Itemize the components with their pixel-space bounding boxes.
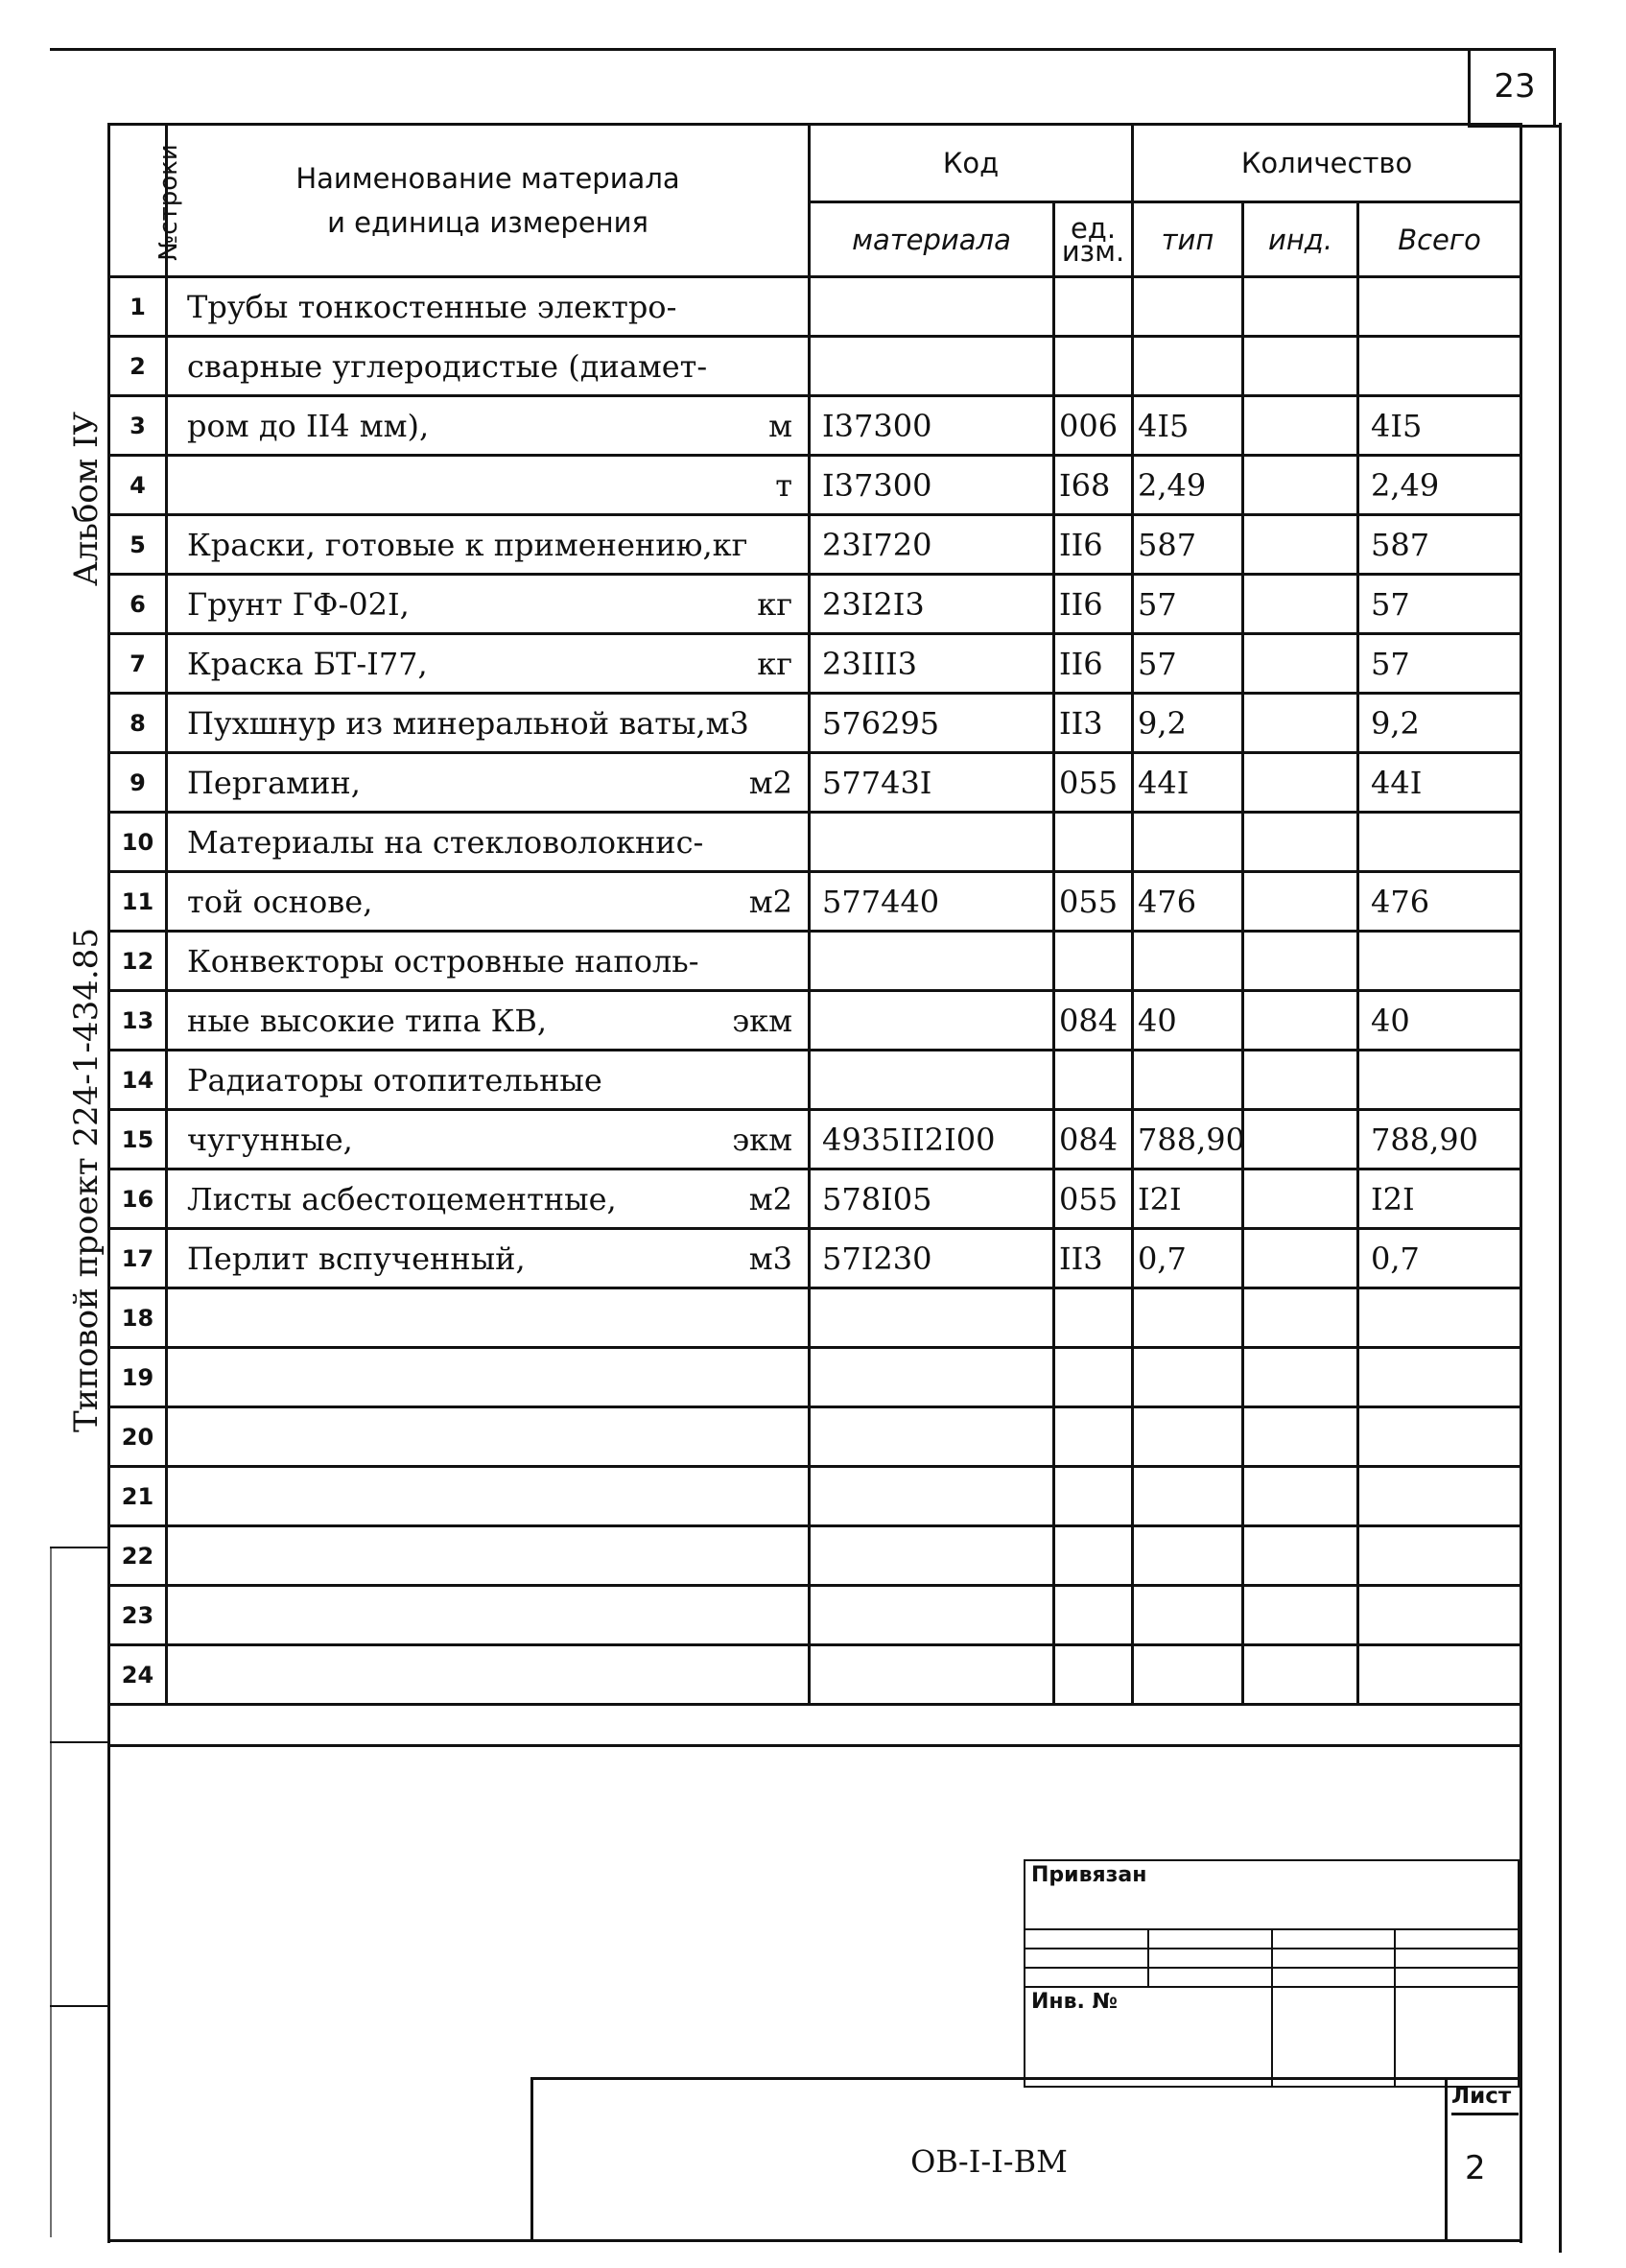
row-number: 15 [109,1110,167,1169]
quantity-type: 57 [1133,575,1243,634]
unit-code: II6 [1054,515,1133,575]
material-name [167,456,810,515]
quantity-total: 57 [1358,575,1521,634]
unit-code: 084 [1054,991,1133,1051]
material-name [167,813,810,872]
row-number: 17 [109,1229,167,1288]
quantity-total: I2I [1358,1169,1521,1229]
quantity-total [1358,1645,1521,1705]
material-name [167,1645,810,1705]
material-code: 23I720 [810,515,1054,575]
quantity-ind [1243,813,1358,872]
table-row [109,1110,1521,1169]
material-name-text: Пергамин, [187,764,361,801]
header-quantity: Количество [1133,125,1521,202]
quantity-ind [1243,277,1358,337]
header-material: материала [810,202,1054,277]
quantity-ind [1243,1348,1358,1407]
header-ind: инд. [1243,202,1358,277]
material-code: I37300 [810,396,1054,456]
row-number: 1 [109,277,167,337]
unit-code: II6 [1054,634,1133,694]
album-label: Альбом IУ [67,411,106,587]
header-unit: ед. изм. [1054,202,1133,277]
quantity-type [1133,813,1243,872]
quantity-type: 2,49 [1133,456,1243,515]
material-unit: кг [757,645,792,682]
quantity-total [1358,813,1521,872]
table-row [109,1645,1521,1705]
quantity-total [1358,932,1521,991]
quantity-total: 476 [1358,872,1521,932]
material-name [167,1288,810,1348]
table-row [109,1348,1521,1407]
quantity-ind [1243,1467,1358,1526]
document-code: ОВ-I-I-ВМ [910,2142,1068,2180]
table-row [109,991,1521,1051]
quantity-type [1133,932,1243,991]
table-row [109,634,1521,694]
material-name-text: чугунные, [187,1121,353,1158]
quantity-ind [1243,932,1358,991]
quantity-total [1358,1288,1521,1348]
material-unit: т [775,466,792,504]
quantity-ind [1243,991,1358,1051]
quantity-total [1358,1407,1521,1467]
quantity-total [1358,337,1521,396]
quantity-type [1133,1526,1243,1586]
material-name [167,1467,810,1526]
binding-margin-vertical [50,1547,52,2237]
row-number: 6 [109,575,167,634]
binding-margin-line-3 [50,2005,107,2007]
unit-code [1054,1348,1133,1407]
quantity-ind [1243,337,1358,396]
material-unit: м2 [748,1180,792,1217]
material-name-text: Листы асбестоцементные, [187,1180,617,1217]
material-name-text: Краска БТ-I77, [187,645,428,682]
sheet-label: Лист [1451,2084,1519,2115]
material-code: 23I2I3 [810,575,1054,634]
material-code: 576295 [810,694,1054,753]
material-name [167,1169,810,1229]
header-total: Всего [1358,202,1521,277]
material-unit: м2 [748,883,792,920]
material-name-text: ные высокие типа КВ, [187,1002,548,1039]
unit-code [1054,1645,1133,1705]
quantity-total [1358,1467,1521,1526]
table-row [109,1467,1521,1526]
table-row [109,1288,1521,1348]
unit-code [1054,1586,1133,1645]
unit-code: 006 [1054,396,1133,456]
material-name [167,1229,810,1288]
frame-top [50,48,1556,51]
material-code [810,1467,1054,1526]
quantity-type: 0,7 [1133,1229,1243,1288]
material-name [167,515,810,575]
material-name [167,694,810,753]
binding-margin-line-1 [50,1547,107,1548]
row-number: 13 [109,991,167,1051]
row-number: 12 [109,932,167,991]
material-code: 577440 [810,872,1054,932]
quantity-ind [1243,396,1358,456]
table-row [109,337,1521,396]
frame-right [1559,123,1562,2253]
sheet-value: 2 [1465,2149,1486,2187]
row-number: 11 [109,872,167,932]
material-name [167,1526,810,1586]
material-unit: м [768,407,792,444]
unit-code: II6 [1054,575,1133,634]
material-code [810,1348,1054,1407]
quantity-type [1133,1645,1243,1705]
quantity-ind [1243,1288,1358,1348]
row-number: 9 [109,753,167,813]
sheet-cell [1445,2080,1522,2242]
table-row [109,1169,1521,1229]
quantity-ind [1243,694,1358,753]
quantity-ind [1243,1110,1358,1169]
quantity-total [1358,1348,1521,1407]
material-name-text: сварные углеродистые (диамет- [187,347,708,385]
table-row [109,872,1521,932]
quantity-type [1133,337,1243,396]
material-name [167,991,810,1051]
material-name [167,337,810,396]
row-number: 24 [109,1645,167,1705]
unit-code: 055 [1054,753,1133,813]
material-name-text: Перлит вспученный, [187,1240,526,1277]
quantity-total [1358,1051,1521,1110]
material-name-text: ром до II4 мм), [187,407,430,444]
quantity-ind [1243,1645,1358,1705]
material-name [167,1586,810,1645]
table-row [109,515,1521,575]
stamp-inv-label: Инв. № [1025,1987,1272,2087]
quantity-type [1133,1348,1243,1407]
material-name-text: Грунт ГФ-02I, [187,585,410,623]
quantity-total: 57 [1358,634,1521,694]
material-unit: экм [732,1121,792,1158]
row-number: 4 [109,456,167,515]
quantity-type [1133,1407,1243,1467]
quantity-type [1133,277,1243,337]
table-row [109,1051,1521,1110]
table-row [109,932,1521,991]
row-number: 10 [109,813,167,872]
linked-stamp [1024,1859,1520,2088]
unit-code [1054,1288,1133,1348]
unit-code [1054,1051,1133,1110]
quantity-type: 788,90 [1133,1110,1243,1169]
unit-code: II3 [1054,694,1133,753]
table-row [109,753,1521,813]
table-row [109,277,1521,337]
row-number: 5 [109,515,167,575]
quantity-type [1133,1051,1243,1110]
quantity-total: 44I [1358,753,1521,813]
quantity-ind [1243,753,1358,813]
material-code [810,1526,1054,1586]
material-name [167,634,810,694]
quantity-ind [1243,456,1358,515]
row-number: 23 [109,1586,167,1645]
material-unit: экм [732,1002,792,1039]
header-type: тип [1133,202,1243,277]
unit-code [1054,337,1133,396]
material-unit: кг [757,585,792,623]
material-code [810,1288,1054,1348]
quantity-type [1133,1467,1243,1526]
binding-margin-line-2 [50,1741,107,1743]
table-row [109,1229,1521,1288]
quantity-type: I2I [1133,1169,1243,1229]
unit-code: 055 [1054,872,1133,932]
quantity-type: 476 [1133,872,1243,932]
quantity-ind [1243,1526,1358,1586]
quantity-ind [1243,1229,1358,1288]
sheet-number: 23 [1468,48,1559,128]
material-name-text: Конвекторы островные наполь- [187,942,699,980]
material-code: 4935II2I00 [810,1110,1054,1169]
material-code: 578I05 [810,1169,1054,1229]
table-row [109,1526,1521,1586]
material-code [810,277,1054,337]
quantity-type: 4I5 [1133,396,1243,456]
quantity-ind [1243,872,1358,932]
unit-code [1054,277,1133,337]
unit-code: I68 [1054,456,1133,515]
materials-table [107,123,1522,1706]
unit-code: II3 [1054,1229,1133,1288]
unit-code [1054,932,1133,991]
title-block [530,2077,1522,2242]
row-number: 22 [109,1526,167,1586]
row-number: 21 [109,1467,167,1526]
unit-code [1054,1467,1133,1526]
row-number: 18 [109,1288,167,1348]
frame-bottom-divider [107,1744,1520,1747]
material-name [167,1110,810,1169]
quantity-total: 788,90 [1358,1110,1521,1169]
quantity-type: 587 [1133,515,1243,575]
material-name-text: Радиаторы отопительные [187,1061,602,1099]
material-name-text: Пухшнур из минеральной ваты,м3 [187,704,749,742]
unit-code [1054,813,1133,872]
material-name-text: той основе, [187,883,373,920]
row-number: 16 [109,1169,167,1229]
quantity-ind [1243,1586,1358,1645]
row-number: 19 [109,1348,167,1407]
quantity-type: 40 [1133,991,1243,1051]
material-code [810,1645,1054,1705]
table-row [109,1407,1521,1467]
row-number: 3 [109,396,167,456]
header-code: Код [810,125,1133,202]
row-number: 8 [109,694,167,753]
table-row [109,456,1521,515]
quantity-type [1133,1586,1243,1645]
material-code [810,932,1054,991]
material-code: 23III3 [810,634,1054,694]
quantity-total: 0,7 [1358,1229,1521,1288]
unit-code [1054,1407,1133,1467]
quantity-type: 44I [1133,753,1243,813]
table-row [109,396,1521,456]
material-name [167,396,810,456]
material-name [167,1348,810,1407]
unit-code [1054,1526,1133,1586]
material-name-text: Трубы тонкостенные электро- [187,288,677,325]
quantity-total: 587 [1358,515,1521,575]
row-number: 2 [109,337,167,396]
quantity-ind [1243,575,1358,634]
quantity-total [1358,1526,1521,1586]
material-code: 57743I [810,753,1054,813]
quantity-ind [1243,515,1358,575]
material-code [810,1586,1054,1645]
quantity-total: 40 [1358,991,1521,1051]
material-name [167,1407,810,1467]
header-name: Наименование материала и единица измерения [167,125,810,277]
material-name-text: Краски, готовые к применению,кг [187,526,748,563]
quantity-total [1358,277,1521,337]
quantity-ind [1243,1407,1358,1467]
quantity-total: 4I5 [1358,396,1521,456]
table-row [109,575,1521,634]
material-name [167,753,810,813]
material-name [167,932,810,991]
row-number: 7 [109,634,167,694]
header-row-number: №строки [109,125,167,277]
quantity-total [1358,1586,1521,1645]
material-code [810,337,1054,396]
row-number: 14 [109,1051,167,1110]
quantity-type: 9,2 [1133,694,1243,753]
quantity-total: 9,2 [1358,694,1521,753]
material-code [810,991,1054,1051]
material-name [167,575,810,634]
material-unit: м2 [748,764,792,801]
material-name [167,277,810,337]
quantity-total: 2,49 [1358,456,1521,515]
table-row [109,813,1521,872]
stamp-linked-label: Привязан [1025,1860,1519,1929]
unit-code: 084 [1054,1110,1133,1169]
quantity-ind [1243,1169,1358,1229]
material-name [167,872,810,932]
row-number: 20 [109,1407,167,1467]
material-code [810,1051,1054,1110]
material-name-text: Материалы на стекловолокнис- [187,823,704,861]
table-row [109,694,1521,753]
unit-code: 055 [1054,1169,1133,1229]
material-code [810,813,1054,872]
quantity-type [1133,1288,1243,1348]
material-code: I37300 [810,456,1054,515]
material-code [810,1407,1054,1467]
material-name [167,1051,810,1110]
material-code: 57I230 [810,1229,1054,1288]
quantity-ind [1243,1051,1358,1110]
quantity-ind [1243,634,1358,694]
material-unit: м3 [748,1240,792,1277]
project-label: Типовой проект 224-1-434.85 [67,928,106,1432]
quantity-type: 57 [1133,634,1243,694]
table-row [109,1586,1521,1645]
